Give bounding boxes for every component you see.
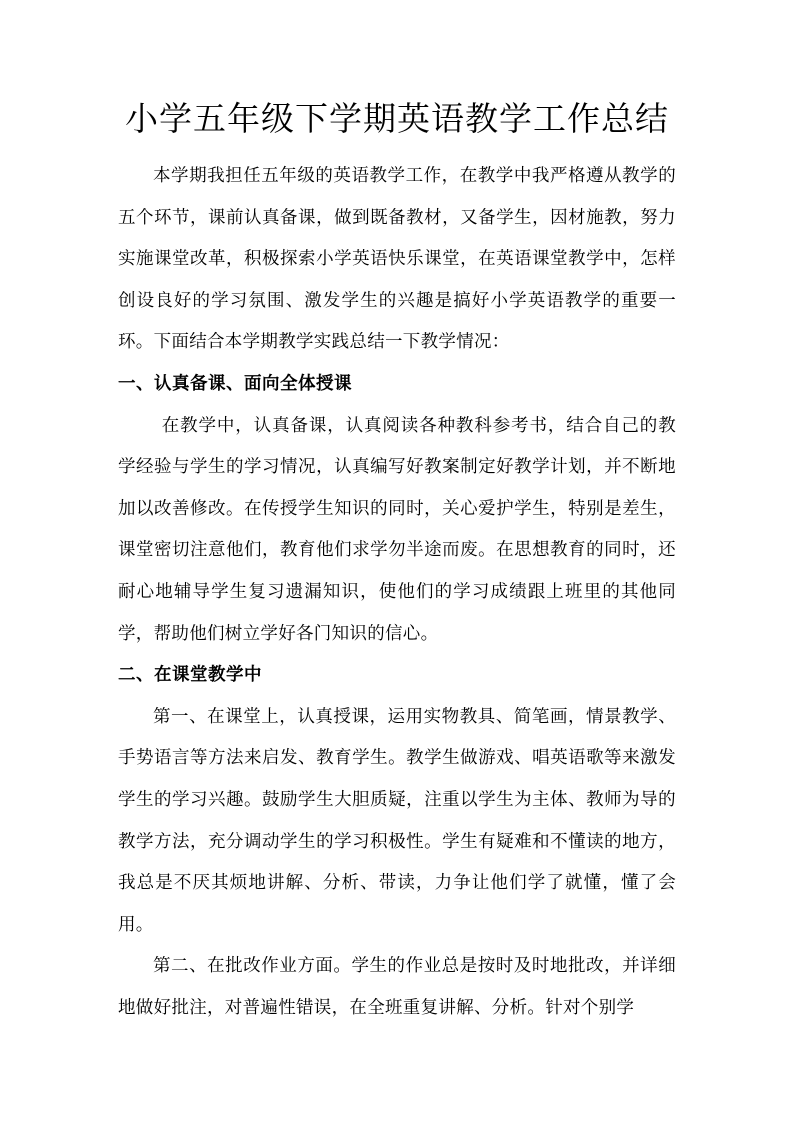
section1-heading: 一、认真备课、面向全体授课: [118, 373, 352, 394]
document-body: [118, 156, 676, 1029]
intro-paragraph: 本学期我担任五年级的英语教学工作，在教学中我严格遵从教学的五个环节，课前认真备课，做到既备教材，又备学生，因材施教，努力实施课堂改革，积极探索小学英语快乐课堂，在英语课堂教学中，怎样创设良好的学习氛围、激发学生的兴趣是搞好小学英语教学的重要一环。下面结合本学期教学实践总结一下教学情况：: [118, 166, 676, 353]
section2-paragraph-2: 第二、在批改作业方面。学生的作业总是按时及时地批改，并详细地做好批注，对普遍性错误，在全班重复讲解、分析。针对个别学: [118, 956, 676, 1018]
section1-paragraph: 在教学中，认真备课，认真阅读各种教科参考书，结合自己的教学经验与学生的学习情况，认真编写好教案制定好教学计划，并不断地加以改善修改。在传授学生知识的同时，关心爱护学生，特别是差生，课堂密切注意他们，教育他们求学勿半途而废。在思想教育的同时，还耐心地辅导学生复习遗漏知识，使他们的学习成绩跟上班里的其他同学，帮助他们树立学好各门知识的信心。: [118, 415, 676, 644]
document-title: 小学五年级下学期英语教学工作总结: [125, 99, 669, 138]
section2-heading: 二、在课堂教学中: [118, 665, 262, 686]
section2-paragraph-1: 第一、在课堂上，认真授课，运用实物教具、简笔画，情景教学、手势语言等方法来启发、教育学生。教学生做游戏、唱英语歌等来激发学生的学习兴趣。鼓励学生大胆质疑，注重以学生为主体、教师为导的教学方法，充分调动学生的学习积极性。学生有疑难和不懂读的地方，我总是不厌其烦地讲解、分析、带读，力争让他们学了就懂，懂了会用。: [118, 706, 676, 935]
